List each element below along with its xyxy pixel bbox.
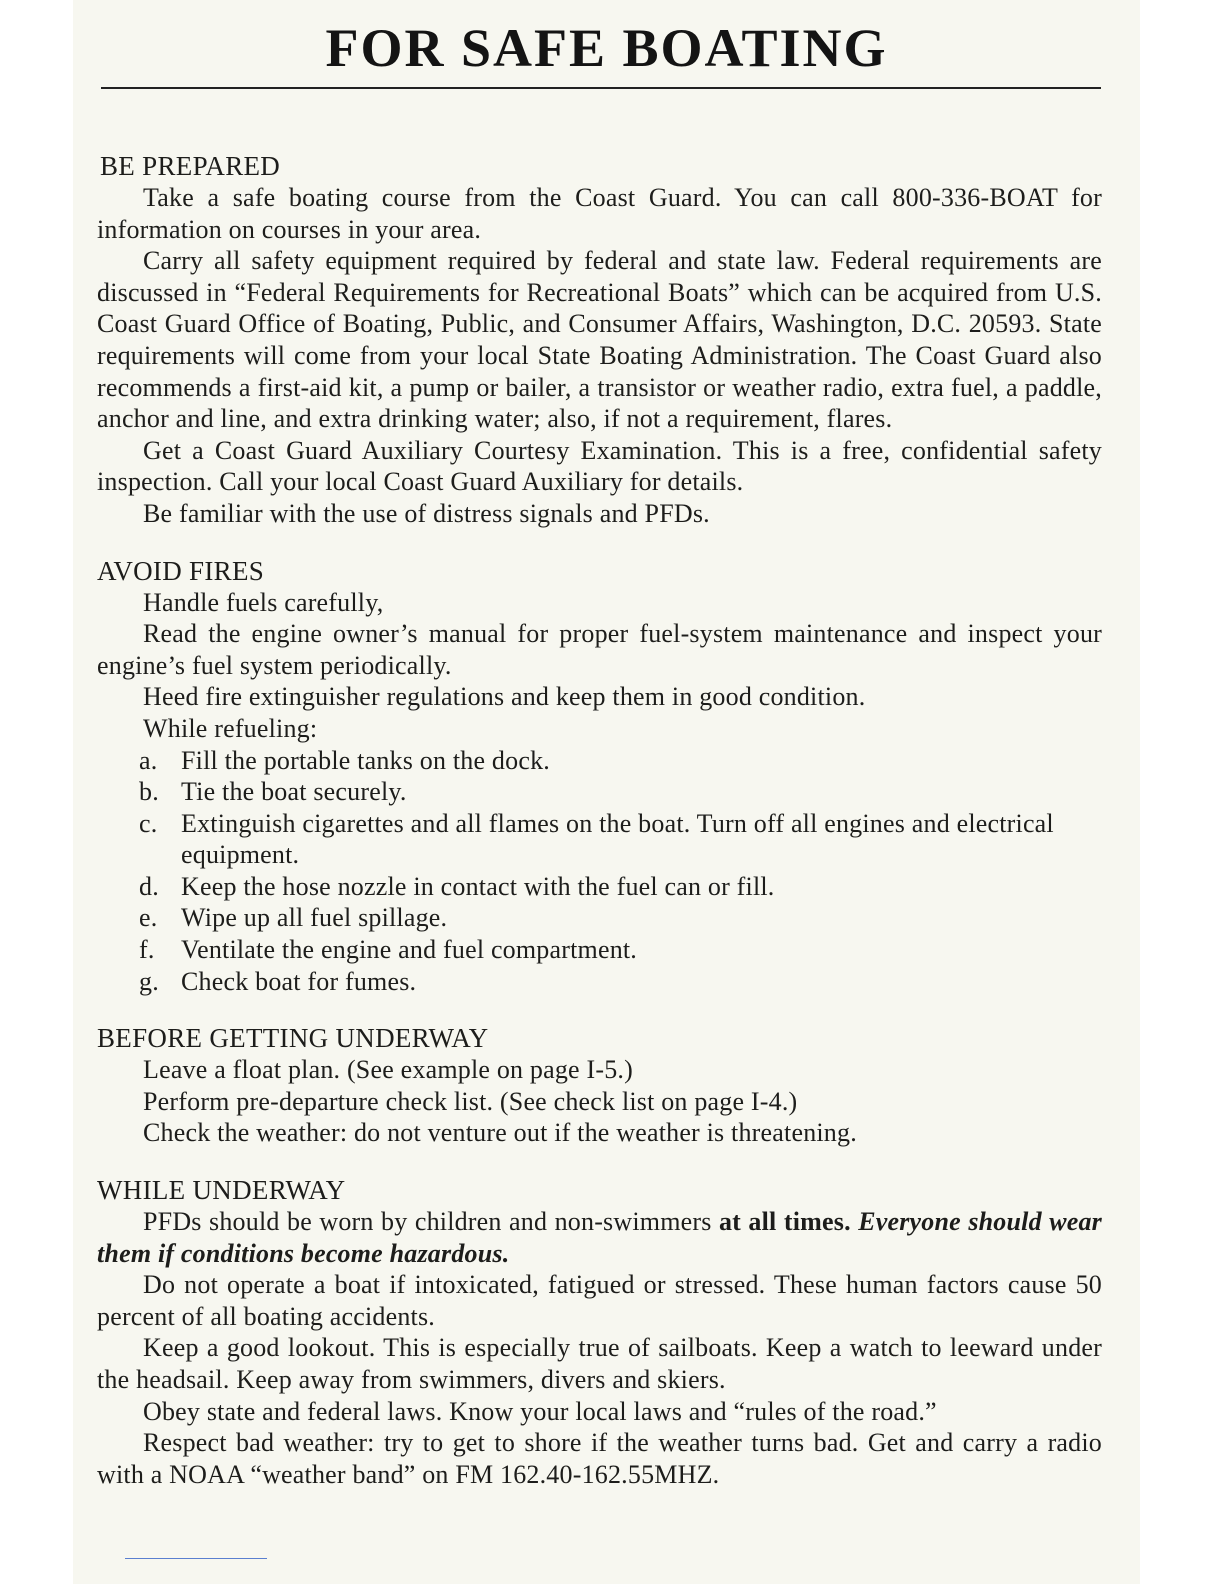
section-avoid-fires: [97, 555, 1102, 998]
paragraph: Obey state and federal laws. Know your local laws and “rules of the road.”: [143, 1396, 937, 1426]
paragraph: While refueling:: [143, 713, 318, 743]
document-page: [73, 0, 1140, 1584]
list-label: f.: [139, 935, 155, 965]
section-heading: AVOID FIRES: [97, 555, 265, 586]
title-rule: [101, 87, 1101, 89]
list-item: [97, 808, 1102, 871]
section-heading: BEFORE GETTING UNDERWAY: [97, 1023, 489, 1054]
paragraph: Heed fire extinguisher regulations and keep them in good condition.: [143, 682, 866, 712]
list-text: Keep the hose nozzle in contact with the fuel can or fill.: [181, 871, 775, 901]
section-be-prepared: [97, 150, 1102, 530]
list-item: [97, 934, 1102, 966]
list-label: d.: [139, 871, 159, 901]
paragraph: Leave a float plan. (See example on page I-5.): [143, 1055, 633, 1085]
list-item: [97, 966, 1102, 998]
refueling-list: [97, 745, 1102, 998]
list-label: g.: [139, 966, 159, 996]
page-title: FOR SAFE BOATING: [325, 18, 888, 78]
list-label: e.: [139, 903, 158, 933]
list-item: [97, 776, 1102, 808]
paragraph: Do not operate a boat if intoxicated, fatigued or stressed. These human factors cause 50 percent of all boating accidents.: [97, 1270, 1102, 1331]
list-label: c.: [139, 808, 158, 838]
section-while-underway: [97, 1174, 1102, 1490]
section-heading: WHILE UNDERWAY: [97, 1175, 346, 1206]
paragraph: [97, 1206, 1102, 1269]
paragraph: Perform pre-departure check list. (See check list on page I-4.): [143, 1086, 798, 1116]
paragraph: Get a Coast Guard Auxiliary Courtesy Examination. This is a free, confidential safety inspection. Call your local Coast Guard Auxiliary for details.: [97, 435, 1102, 497]
list-text: Extinguish cigarettes and all flames on the boat. Turn off all engines and electrical equipment.: [181, 808, 1054, 870]
paragraph: Read the engine owner’s manual for proper fuel-system maintenance and inspect your engine’s fuel system periodically.: [97, 619, 1102, 680]
list-label: a.: [139, 745, 158, 775]
paragraph: Keep a good lookout. This is especially true of sailboats. Keep a watch to leeward under the headsail. Keep away from swimmers, divers and skiers.: [97, 1333, 1102, 1394]
list-item: [97, 871, 1102, 903]
list-item: [97, 745, 1102, 777]
section-before-underway: [97, 1022, 1102, 1149]
emphasis-italic-text: Everyone should wear them if conditions become hazardous.: [97, 1207, 1102, 1268]
list-item: [97, 902, 1102, 934]
list-text: Check boat for fumes.: [181, 966, 417, 996]
paragraph-text: PFDs should be worn by children and non-swimmers: [143, 1207, 719, 1237]
paragraph: Take a safe boating course from the Coast Guard. You can call 800-336-BOAT for information on courses in your area.: [97, 183, 1102, 244]
paragraph: Check the weather: do not venture out if the weather is threatening.: [143, 1118, 857, 1148]
paragraph: Respect bad weather: try to get to shore if the weather turns bad. Get and carry a radio with a NOAA “weather band” on FM 162.40-162.55MHZ.: [97, 1428, 1102, 1489]
paragraph: Be familiar with the use of distress signals and PFDs.: [143, 498, 710, 528]
section-heading: BE PREPARED: [100, 151, 281, 181]
emphasis-text: at all times.: [718, 1207, 851, 1237]
paragraph: Carry all safety equipment required by federal and state law. Federal requirements are discussed in “Federal Requirements for Recreational Boats” which can be acquired from U.S. Coast Guard Office of Boating, Public, and Consumer Affairs, Washington, D.C. 20593. State requirements will come from your local State Boating Administration. The Coast Guard also recommends a first-aid kit, a pump or bailer, a transistor or weather radio, extra fuel, a paddle, anchor and line, and extra drinking water; also, if not a requirement, flares.: [97, 246, 1102, 434]
document-body: [97, 150, 1102, 1515]
list-text: Wipe up all fuel spillage.: [181, 903, 448, 933]
paragraph: Handle fuels carefully,: [143, 587, 384, 617]
list-text: Fill the portable tanks on the dock.: [181, 745, 550, 775]
list-label: b.: [139, 777, 159, 807]
list-text: Ventilate the engine and fuel compartment.: [181, 935, 638, 965]
list-text: Tie the boat securely.: [181, 777, 407, 807]
footer-line: [125, 1558, 267, 1559]
